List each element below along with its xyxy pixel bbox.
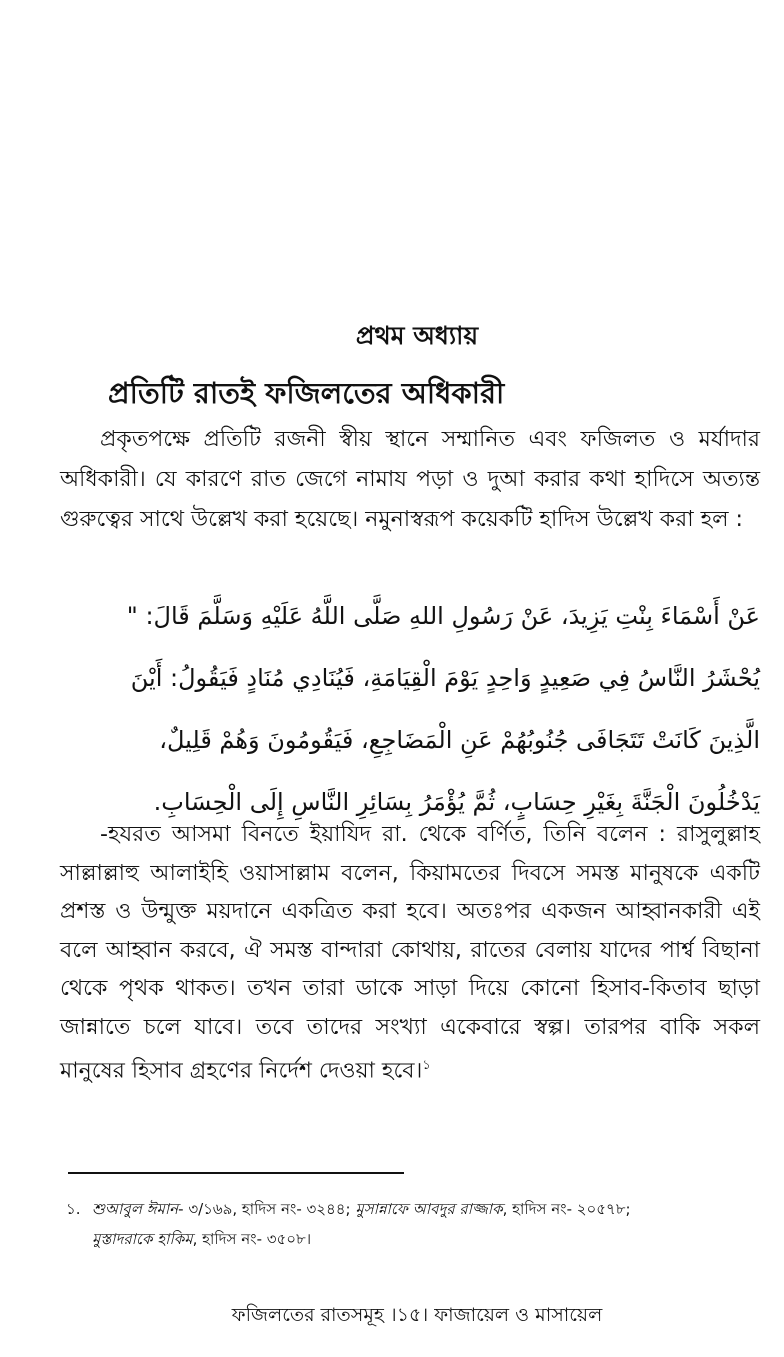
intro-paragraph: প্রকৃতপক্ষে প্রতিটি রজনী স্বীয় স্থানে সম্মানিত এবং ফজিলত ও মর্যাদার অধিকারী। যে কারণে রাত জেগে নামায পড়া ও দুআ করার কথা হাদিসে অত্যন্ত গুরুত্বের সাথে উল্লেখ করা হয়েছে। নমুনাস্বরূপ কয়েকটি হাদিস উল্লেখ করা হল : — [60, 427, 760, 532]
translation-text: -হযরত আসমা বিনতে ইয়াযিদ রা. থেকে বর্ণিত, তিনি বলেন : রাসুলুল্লাহ সাল্লাল্লাহু আলাইহি ওয়াসাল্লাম বলেন, কিয়ামতের দিবসে সমস্ত মানুষকে একটি প্রশস্ত ও উন্মুক্ত ময়দানে একত্রিত করা হবে। অতঃপর একজন আহ্বানকারী এই বলে আহ্বান করবে, ঐ সমস্ত বান্দারা কোথায়, রাতের বেলায় যাদের পার্শ্ব বিছানা থেকে পৃথক থাকত। তখন তারা ডাকে সাড়া দিয়ে কোনো হিসাব-কিতাব ছাড়া জান্নাতে চলে যাবে। তবে তাদের সংখ্যা একেবারে স্বল্প। তারপর বাকি সকল মানুষের হিসাব গ্রহণের নির্দেশ দেওয়া হবে। — [60, 822, 760, 1084]
arabic-hadith — [60, 585, 760, 833]
footnote-ref: , হাদিস নং- ৩৫০৮। — [192, 1230, 312, 1248]
footnote-ref: , হাদিস নং- ২০৫৭৮; — [502, 1200, 631, 1218]
arabic-line: يَدْخُلُونَ الْجَنَّةَ بِغَيْرِ حِسَابٍ، ثُمَّ يُؤْمَرُ بِسَائِرِ النَّاسِ إِلَى الْحِسَابِ. — [153, 788, 760, 816]
footnote — [66, 1194, 766, 1254]
page-footer: ফজিলতের রাতসমূহ ।১৫। ফাজায়েল ও মাসায়েল — [231, 1304, 603, 1326]
footnote-ref: - ৩/১৬৯, হাদিস নং- ৩২৪৪; — [178, 1200, 351, 1218]
section-heading: প্রতিটি রাতই ফজিলতের অধিকারী — [108, 376, 505, 410]
footnote-divider — [68, 1172, 404, 1174]
footnote-number: ১. — [66, 1200, 81, 1218]
footnote-source: মুসান্নাফে আবদুর রাজ্জাক — [355, 1200, 503, 1218]
arabic-line: عَنْ أَسْمَاءَ بِنْتِ يَزِيدَ، عَنْ رَسُولِ اللهِ صَلَّى اللَّهُ عَلَيْهِ وَسَلَّمَ قَالَ: " — [126, 602, 760, 630]
footnote-source: মুস্তাদরাকে হাকিম — [92, 1230, 193, 1248]
footnote-line-2 — [66, 1224, 766, 1254]
arabic-line: يُحْشَرُ النَّاسُ فِي صَعِيدٍ وَاحِدٍ يَوْمَ الْقِيَامَةِ، فَيُنَادِي مُنَادٍ فَيَقُولُ: أَيْنَ — [130, 664, 760, 692]
footnote-marker: ১ — [422, 1058, 431, 1073]
footnote-source: শুআবুল ঈমান — [92, 1200, 179, 1218]
arabic-line: الَّذِينَ كَانَتْ تَتَجَافَى جُنُوبُهُمْ عَنِ الْمَضَاجِعِ، فَيَقُومُونَ وَهُمْ قَلِيلٌ، — [159, 726, 760, 754]
chapter-title: প্রথম অধ্যায় — [355, 321, 479, 350]
translation-paragraph — [60, 816, 760, 1091]
footnote-line-1 — [66, 1194, 766, 1224]
